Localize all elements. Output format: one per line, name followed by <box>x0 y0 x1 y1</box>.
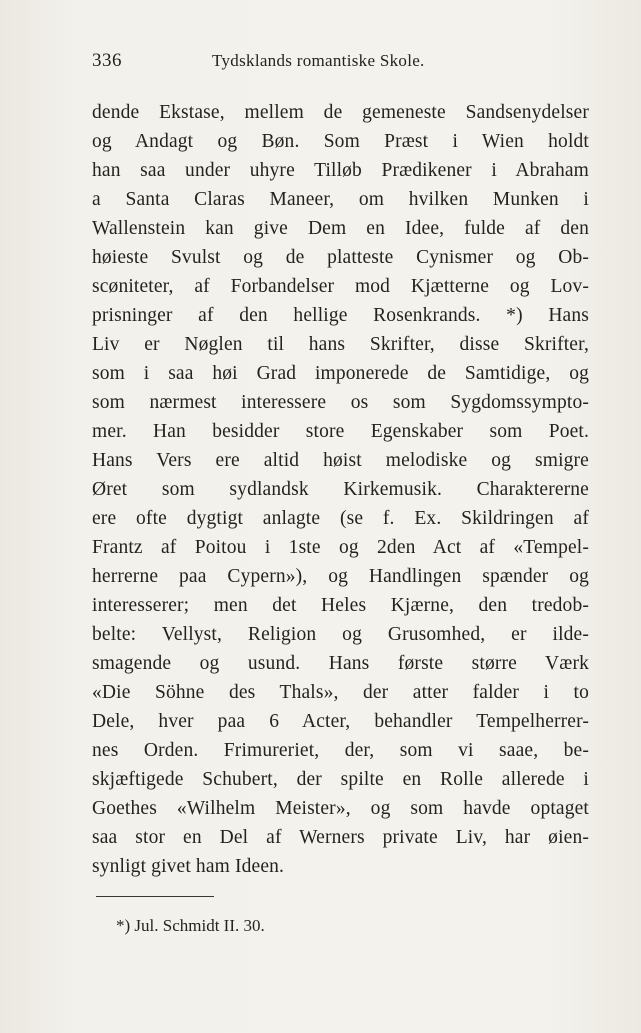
text-line: synligt givet ham Ideen. <box>92 856 285 877</box>
text-line: interesserer; men det Heles Kjærne, den tredob- <box>92 595 589 616</box>
text-line: Liv er Nøglen til hans Skrifter, disse Skrifter, <box>92 334 589 355</box>
text-line: mer. Han besidder store Egenskaber som Poet. <box>92 421 589 442</box>
text-line: belte: Vellyst, Religion og Grusomhed, er ilde- <box>92 624 589 645</box>
text-line: nes Orden. Frimureriet, der, som vi saae, be- <box>92 740 589 761</box>
running-title: Tydsklands romantiske Skole. <box>212 51 425 70</box>
running-head <box>92 50 582 74</box>
text-line: og Andagt og Bøn. Som Præst i Wien holdt <box>92 131 589 152</box>
text-line: Øret som sydlandsk Kirkemusik. Charaktererne <box>92 479 589 500</box>
text-line: «Die Söhne des Thals», der atter falder i to <box>92 682 589 703</box>
text-line: ere ofte dygtigt anlagte (se f. Ex. Skildringen af <box>92 508 589 529</box>
text-line: smagende og usund. Hans første større Værk <box>92 653 589 674</box>
text-line: høieste Svulst og de platteste Cynismer og Ob- <box>92 247 589 268</box>
text-line: Hans Vers ere altid høist melodiske og smigre <box>92 450 589 471</box>
text-line: a Santa Claras Maneer, om hvilken Munken i <box>92 189 589 210</box>
text-line: Wallenstein kan give Dem en Idee, fulde af den <box>92 218 589 239</box>
text-line: Frantz af Poitou i 1ste og 2den Act af «Tempel- <box>92 537 589 558</box>
footnote-divider <box>96 896 214 897</box>
text-line: prisninger af den hellige Rosenkrands. *) Hans <box>92 305 589 326</box>
body-text <box>92 98 589 881</box>
text-line: Dele, hver paa 6 Acter, behandler Tempelherrer- <box>92 711 589 732</box>
text-line: Goethes «Wilhelm Meister», og som havde optaget <box>92 798 589 819</box>
text-line: herrerne paa Cypern»), og Handlingen spænder og <box>92 566 589 587</box>
text-line: saa stor en Del af Werners private Liv, har øien- <box>92 827 589 848</box>
text-line: dende Ekstase, mellem de gemeneste Sandsenydelser <box>92 102 589 123</box>
text-line: skjæftigede Schubert, der spilte en Rolle allerede i <box>92 769 589 790</box>
text-line: som nærmest interessere os som Sygdomssympto- <box>92 392 589 413</box>
text-line: scøniteter, af Forbandelser mod Kjætterne og Lov- <box>92 276 589 297</box>
text-line: han saa under uhyre Tilløb Prædikener i Abraham <box>92 160 589 181</box>
footnote: *) Jul. Schmidt II. 30. <box>116 916 265 935</box>
text-line: som i saa høi Grad imponerede de Samtidige, og <box>92 363 589 384</box>
page-number: 336 <box>92 50 122 71</box>
